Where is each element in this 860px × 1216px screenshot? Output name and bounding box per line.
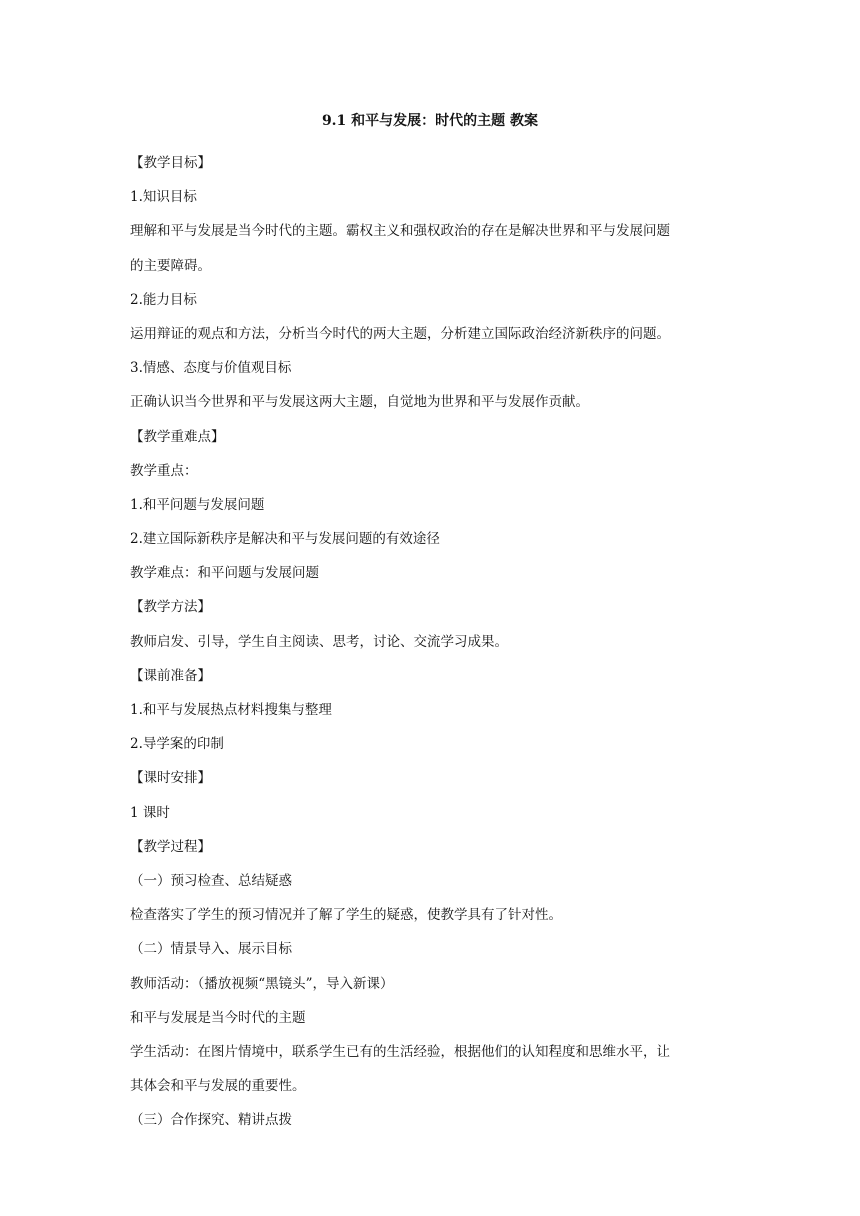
text-line: 2.导学案的印制: [130, 736, 224, 753]
text-line: 【教学重难点】: [130, 428, 225, 445]
text-line: 理解和平与发展是当今时代的主题。霸权主义和强权政治的存在是解决世界和平与发展问题: [130, 223, 670, 240]
text-line: 1 课时: [130, 804, 170, 821]
text-line: 【课时安排】: [130, 770, 211, 787]
text-line: 【教学过程】: [130, 838, 211, 855]
document-body: [130, 146, 734, 1137]
text-line: 教学重点：: [130, 462, 198, 479]
text-line: 运用辩证的观点和方法，分析当今时代的两大主题，分析建立国际政治经济新秩序的问题。: [130, 325, 670, 342]
text-line: 教学难点：和平问题与发展问题: [130, 565, 319, 582]
text-line: 【教学方法】: [130, 599, 211, 616]
text-line: （二）情景导入、展示目标: [130, 941, 292, 958]
text-line: 1.知识目标: [130, 189, 197, 206]
text-line: 的主要障碍。: [130, 257, 211, 274]
text-line: （一）预习检查、总结疑惑: [130, 872, 292, 889]
document-title: 9.1 和平与发展：时代的主题 教案: [321, 113, 539, 129]
text-line: 1.和平与发展热点材料搜集与整理: [130, 702, 332, 718]
text-line: 2.建立国际新秩序是解决和平与发展问题的有效途径: [130, 531, 440, 548]
text-line: 【课前准备】: [130, 667, 211, 684]
text-line: 2.能力目标: [130, 291, 197, 308]
text-line: 和平与发展是当今时代的主题: [130, 1009, 306, 1026]
text-line: 教师活动：（播放视频“黑镜头”，导入新课）: [130, 975, 394, 992]
text-line: 检查落实了学生的预习情况并了解了学生的疑惑，使教学具有了针对性。: [130, 907, 562, 924]
text-line: 学生活动：在图片情境中，联系学生已有的生活经验，根据他们的认知程度和思维水平，让: [130, 1043, 670, 1060]
text-line: 教师启发、引导，学生自主阅读、思考，讨论、交流学习成果。: [130, 633, 508, 650]
text-line: 其体会和平与发展的重要性。: [130, 1078, 306, 1095]
text-line: 正确认识当今世界和平与发展这两大主题，自觉地为世界和平与发展作贡献。: [130, 394, 589, 411]
text-line: 1.和平问题与发展问题: [130, 496, 265, 513]
text-line: 【教学目标】: [130, 155, 211, 171]
text-line: 3.情感、态度与价值观目标: [130, 360, 292, 377]
text-line: （三）合作探究、精讲点拨: [130, 1112, 292, 1129]
